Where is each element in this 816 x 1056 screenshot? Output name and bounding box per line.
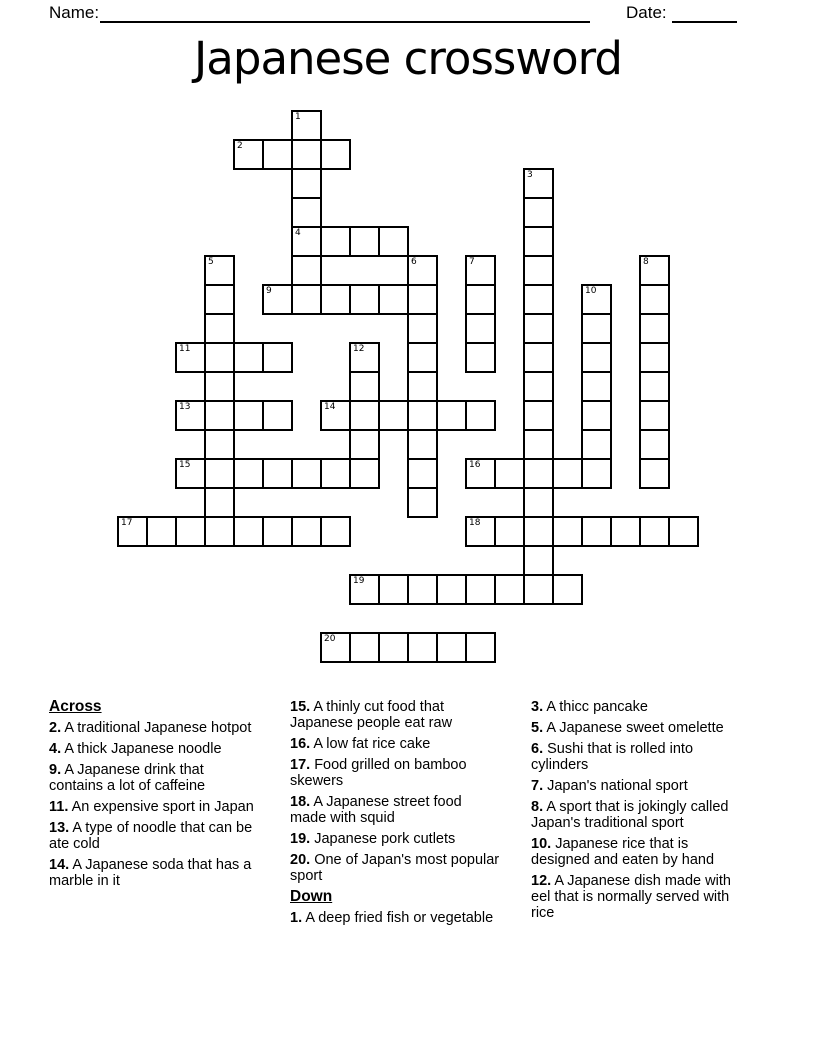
cell-number: 6 bbox=[411, 257, 417, 267]
crossword-cell[interactable] bbox=[320, 632, 351, 663]
cell-number: 2 bbox=[237, 141, 243, 151]
clue-section-heading: Across bbox=[49, 698, 102, 715]
crossword-cell[interactable] bbox=[146, 516, 177, 547]
crossword-cell[interactable] bbox=[494, 458, 525, 489]
crossword-cell[interactable] bbox=[407, 342, 438, 373]
clue-number: 9. bbox=[49, 762, 62, 778]
crossword-cell[interactable] bbox=[668, 516, 699, 547]
clue-text: A deep fried fish or vegetable bbox=[302, 910, 494, 926]
clue-number: 11. bbox=[49, 799, 69, 815]
clue-text: A traditional Japanese hotpot bbox=[61, 720, 252, 736]
name-fill-line[interactable] bbox=[100, 2, 590, 23]
cell-number: 9 bbox=[266, 286, 272, 296]
clue-text: A Japanese drink that contains a lot of caffeine bbox=[49, 762, 206, 794]
clue-item bbox=[49, 857, 261, 889]
clue-item bbox=[49, 820, 261, 852]
cell-number: 3 bbox=[527, 170, 533, 180]
crossword-cell[interactable] bbox=[407, 632, 438, 663]
cell-number: 17 bbox=[121, 518, 133, 528]
clue-text: A thinly cut food that Japanese people eat raw bbox=[290, 699, 453, 731]
crossword-cell[interactable] bbox=[320, 458, 351, 489]
clue-text: A Japanese soda that has a marble in it bbox=[49, 857, 252, 889]
crossword-cell[interactable] bbox=[233, 458, 264, 489]
crossword-cell[interactable] bbox=[639, 400, 670, 431]
crossword-cell[interactable] bbox=[639, 429, 670, 460]
crossword-cell[interactable] bbox=[639, 313, 670, 344]
cell-number: 7 bbox=[469, 257, 475, 267]
cell-number: 18 bbox=[469, 518, 481, 528]
crossword-cell[interactable] bbox=[320, 139, 351, 170]
crossword-cell[interactable] bbox=[465, 400, 496, 431]
clue-number: 19. bbox=[290, 831, 311, 847]
clue-column-2 bbox=[290, 699, 502, 931]
crossword-cell[interactable] bbox=[204, 313, 235, 344]
clue-number: 7. bbox=[531, 778, 544, 794]
crossword-cell[interactable] bbox=[639, 458, 670, 489]
crossword-cell[interactable] bbox=[378, 226, 409, 257]
clue-item bbox=[531, 778, 743, 794]
crossword-cell[interactable] bbox=[639, 371, 670, 402]
crossword-cell[interactable] bbox=[523, 371, 554, 402]
clue-text: Japan's national sport bbox=[543, 778, 688, 794]
crossword-cell[interactable] bbox=[291, 139, 322, 170]
clue-column-1 bbox=[49, 699, 261, 894]
cell-number: 20 bbox=[324, 634, 336, 644]
clue-number: 12. bbox=[531, 873, 552, 889]
clue-item bbox=[531, 699, 743, 715]
crossword-cell[interactable] bbox=[204, 458, 235, 489]
crossword-cell[interactable] bbox=[204, 487, 235, 518]
crossword-cell[interactable] bbox=[407, 255, 438, 286]
crossword-cell[interactable] bbox=[291, 197, 322, 228]
crossword-cell[interactable] bbox=[320, 516, 351, 547]
clue-text: Sushi that is rolled into cylinders bbox=[531, 741, 694, 773]
clue-item bbox=[290, 831, 502, 847]
clue-item bbox=[49, 762, 261, 794]
cell-number: 12 bbox=[353, 344, 365, 354]
crossword-cell[interactable] bbox=[436, 574, 467, 605]
crossword-cell[interactable] bbox=[494, 574, 525, 605]
clue-number: 18. bbox=[290, 794, 311, 810]
crossword-cell[interactable] bbox=[523, 197, 554, 228]
crossword-cell[interactable] bbox=[581, 342, 612, 373]
crossword-cell[interactable] bbox=[581, 313, 612, 344]
clue-item bbox=[531, 836, 743, 868]
clue-column-3 bbox=[531, 699, 743, 926]
crossword-cell[interactable] bbox=[552, 574, 583, 605]
cell-number: 11 bbox=[179, 344, 191, 354]
crossword-cell[interactable] bbox=[291, 168, 322, 199]
crossword-cell[interactable] bbox=[291, 284, 322, 315]
clue-item bbox=[49, 799, 261, 815]
crossword-cell[interactable] bbox=[204, 255, 235, 286]
cell-number: 19 bbox=[353, 576, 365, 586]
crossword-cell[interactable] bbox=[175, 400, 206, 431]
crossword-cell[interactable] bbox=[639, 284, 670, 315]
crossword-cell[interactable] bbox=[407, 574, 438, 605]
crossword-cell[interactable] bbox=[465, 342, 496, 373]
crossword-cell[interactable] bbox=[523, 545, 554, 576]
crossword-cell[interactable] bbox=[407, 487, 438, 518]
crossword-cell[interactable] bbox=[204, 342, 235, 373]
cell-number: 5 bbox=[208, 257, 214, 267]
clue-text: An expensive sport in Japan bbox=[68, 799, 254, 815]
clue-number: 8. bbox=[531, 799, 544, 815]
clue-text: A Japanese dish made with eel that is normally served with rice bbox=[531, 873, 731, 921]
crossword-cell[interactable] bbox=[639, 342, 670, 373]
crossword-cell[interactable] bbox=[349, 400, 380, 431]
cell-number: 10 bbox=[585, 286, 597, 296]
cell-number: 8 bbox=[643, 257, 649, 267]
crossword-cell[interactable] bbox=[320, 226, 351, 257]
crossword-cell[interactable] bbox=[291, 458, 322, 489]
crossword-cell[interactable] bbox=[407, 400, 438, 431]
crossword-cell[interactable] bbox=[465, 284, 496, 315]
crossword-cell[interactable] bbox=[117, 516, 148, 547]
crossword-cell[interactable] bbox=[349, 342, 380, 373]
crossword-cell[interactable] bbox=[233, 139, 264, 170]
crossword-cell[interactable] bbox=[175, 342, 206, 373]
clue-number: 17. bbox=[290, 757, 311, 773]
clue-number: 20. bbox=[290, 852, 311, 868]
clue-item bbox=[290, 699, 502, 731]
clue-item bbox=[49, 741, 261, 757]
crossword-cell[interactable] bbox=[523, 255, 554, 286]
clue-item bbox=[290, 757, 502, 789]
crossword-cell[interactable] bbox=[407, 429, 438, 460]
crossword-cell[interactable] bbox=[465, 255, 496, 286]
crossword-cell[interactable] bbox=[291, 110, 322, 141]
clue-text: Japanese rice that is designed and eaten by hand bbox=[531, 836, 715, 868]
clue-text: Japanese pork cutlets bbox=[310, 831, 456, 847]
clue-text: A Japanese street food made with squid bbox=[290, 794, 462, 826]
crossword-cell[interactable] bbox=[465, 516, 496, 547]
crossword-cell[interactable] bbox=[349, 458, 380, 489]
clue-number: 16. bbox=[290, 736, 311, 752]
date-label: Date: bbox=[626, 3, 667, 22]
crossword-cell[interactable] bbox=[610, 516, 641, 547]
crossword-cell[interactable] bbox=[349, 284, 380, 315]
clue-number: 4. bbox=[49, 741, 62, 757]
crossword-cell[interactable] bbox=[378, 400, 409, 431]
crossword-cell[interactable] bbox=[291, 226, 322, 257]
clue-text: A thick Japanese noodle bbox=[61, 741, 222, 757]
clue-number: 1. bbox=[290, 910, 303, 926]
crossword-cell[interactable] bbox=[378, 284, 409, 315]
crossword-cell[interactable] bbox=[436, 400, 467, 431]
crossword-cell[interactable] bbox=[465, 313, 496, 344]
cell-number: 13 bbox=[179, 402, 191, 412]
cell-number: 16 bbox=[469, 460, 481, 470]
clue-item bbox=[531, 873, 743, 921]
clue-number: 10. bbox=[531, 836, 552, 852]
crossword-cell[interactable] bbox=[581, 458, 612, 489]
page-title: Japanese crossword bbox=[194, 32, 622, 85]
crossword-cell[interactable] bbox=[175, 458, 206, 489]
crossword-cell[interactable] bbox=[175, 516, 206, 547]
crossword-cell[interactable] bbox=[523, 168, 554, 199]
crossword-cell[interactable] bbox=[262, 400, 293, 431]
crossword-cell[interactable] bbox=[349, 371, 380, 402]
cell-number: 14 bbox=[324, 402, 336, 412]
crossword-cell[interactable] bbox=[581, 429, 612, 460]
clue-item bbox=[290, 852, 502, 884]
crossword-cell[interactable] bbox=[407, 313, 438, 344]
crossword-cell[interactable] bbox=[465, 458, 496, 489]
clue-item bbox=[290, 910, 502, 926]
crossword-cell[interactable] bbox=[204, 516, 235, 547]
crossword-cell[interactable] bbox=[262, 139, 293, 170]
name-label: Name: bbox=[49, 3, 100, 22]
clue-text: One of Japan's most popular sport bbox=[290, 852, 500, 884]
crossword-cell[interactable] bbox=[291, 255, 322, 286]
cell-number: 1 bbox=[295, 112, 301, 122]
clue-item bbox=[290, 794, 502, 826]
crossword-grid bbox=[117, 110, 701, 665]
crossword-cell[interactable] bbox=[523, 313, 554, 344]
crossword-cell[interactable] bbox=[378, 574, 409, 605]
crossword-cell[interactable] bbox=[407, 458, 438, 489]
clue-text: A type of noodle that can be ate cold bbox=[49, 820, 253, 852]
crossword-cell[interactable] bbox=[291, 516, 322, 547]
crossword-cell[interactable] bbox=[552, 516, 583, 547]
clue-number: 6. bbox=[531, 741, 544, 757]
clue-text: A thicc pancake bbox=[543, 699, 648, 715]
crossword-cell[interactable] bbox=[262, 458, 293, 489]
crossword-cell[interactable] bbox=[349, 632, 380, 663]
crossword-cell[interactable] bbox=[233, 342, 264, 373]
crossword-cell[interactable] bbox=[204, 429, 235, 460]
crossword-cell[interactable] bbox=[407, 284, 438, 315]
crossword-cell[interactable] bbox=[581, 371, 612, 402]
clue-number: 14. bbox=[49, 857, 70, 873]
crossword-cell[interactable] bbox=[204, 284, 235, 315]
clue-item bbox=[49, 720, 261, 736]
cell-number: 15 bbox=[179, 460, 191, 470]
clue-text: A Japanese sweet omelette bbox=[543, 720, 724, 736]
crossword-cell[interactable] bbox=[581, 400, 612, 431]
crossword-cell[interactable] bbox=[581, 516, 612, 547]
crossword-cell[interactable] bbox=[523, 429, 554, 460]
crossword-cell[interactable] bbox=[523, 458, 554, 489]
clue-item bbox=[290, 736, 502, 752]
crossword-cell[interactable] bbox=[407, 371, 438, 402]
crossword-cell[interactable] bbox=[523, 342, 554, 373]
clue-item bbox=[531, 799, 743, 831]
crossword-cell[interactable] bbox=[233, 400, 264, 431]
crossword-cell[interactable] bbox=[349, 226, 380, 257]
crossword-cell[interactable] bbox=[204, 371, 235, 402]
crossword-cell[interactable] bbox=[639, 516, 670, 547]
crossword-cell[interactable] bbox=[465, 632, 496, 663]
crossword-cell[interactable] bbox=[320, 400, 351, 431]
cell-number: 4 bbox=[295, 228, 301, 238]
clue-number: 3. bbox=[531, 699, 544, 715]
crossword-cell[interactable] bbox=[320, 284, 351, 315]
crossword-cell[interactable] bbox=[349, 574, 380, 605]
crossword-cell[interactable] bbox=[523, 516, 554, 547]
clue-number: 13. bbox=[49, 820, 70, 836]
clue-text: A low fat rice cake bbox=[310, 736, 431, 752]
crossword-cell[interactable] bbox=[494, 516, 525, 547]
crossword-cell[interactable] bbox=[262, 516, 293, 547]
clue-item bbox=[531, 720, 743, 736]
crossword-cell[interactable] bbox=[378, 632, 409, 663]
crossword-cell[interactable] bbox=[523, 284, 554, 315]
crossword-cell[interactable] bbox=[262, 284, 293, 315]
crossword-cell[interactable] bbox=[523, 400, 554, 431]
crossword-cell[interactable] bbox=[523, 574, 554, 605]
clue-item bbox=[531, 741, 743, 773]
clue-text: Food grilled on bamboo skewers bbox=[290, 757, 467, 789]
crossword-cell[interactable] bbox=[204, 400, 235, 431]
crossword-cell[interactable] bbox=[639, 255, 670, 286]
clue-text: A sport that is jokingly called Japan's traditional sport bbox=[531, 799, 729, 831]
crossword-cell[interactable] bbox=[523, 487, 554, 518]
clue-section-heading: Down bbox=[290, 888, 333, 905]
crossword-cell[interactable] bbox=[349, 429, 380, 460]
date-fill-line[interactable] bbox=[672, 2, 737, 23]
crossword-cell[interactable] bbox=[523, 226, 554, 257]
crossword-cell[interactable] bbox=[465, 574, 496, 605]
crossword-cell[interactable] bbox=[233, 516, 264, 547]
crossword-cell[interactable] bbox=[436, 632, 467, 663]
crossword-cell[interactable] bbox=[581, 284, 612, 315]
clue-number: 2. bbox=[49, 720, 62, 736]
crossword-cell[interactable] bbox=[262, 342, 293, 373]
clue-number: 5. bbox=[531, 720, 544, 736]
clue-number: 15. bbox=[290, 699, 311, 715]
crossword-cell[interactable] bbox=[552, 458, 583, 489]
